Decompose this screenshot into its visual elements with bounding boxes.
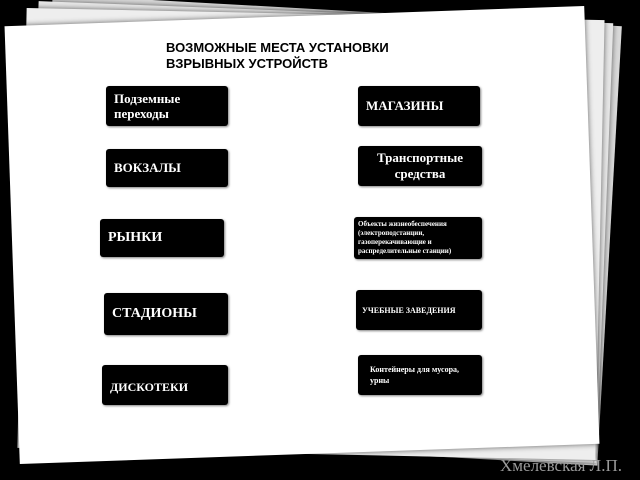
- slide-title: [166, 40, 486, 72]
- box-label: Транспортные средства: [376, 150, 463, 181]
- box-label: ДИСКОТЕКИ: [110, 380, 189, 394]
- box-stadiums: [104, 293, 228, 335]
- box-life-support-facilities: [354, 217, 482, 259]
- title-line-2: ВЗРЫВНЫХ УСТРОЙСТВ: [166, 56, 328, 71]
- box-markets: [100, 219, 224, 257]
- box-vehicles: [358, 146, 482, 186]
- author-watermark: Хмелевская Л.П.: [499, 456, 622, 475]
- box-underground-passages: [106, 86, 228, 126]
- box-label: СТАДИОНЫ: [112, 306, 197, 321]
- box-label: ВОКЗАЛЫ: [114, 160, 181, 175]
- box-discos: [102, 365, 228, 405]
- box-label: Подземные переходы: [114, 91, 181, 121]
- box-label: РЫНКИ: [108, 230, 163, 245]
- paper-sheet-front: [5, 6, 600, 464]
- box-train-stations: [106, 149, 228, 187]
- box-label: МАГАЗИНЫ: [366, 98, 444, 113]
- box-garbage-containers: [358, 355, 482, 395]
- box-label: Контейнеры для мусора, урны: [370, 365, 460, 385]
- box-label: Объекты жизнеобеспечения (электроподстанции, газоперекачивающие и распределительные станции): [358, 220, 452, 255]
- box-educational-institutions: [356, 290, 482, 330]
- title-line-1: ВОЗМОЖНЫЕ МЕСТА УСТАНОВКИ: [166, 40, 389, 55]
- box-shops: [358, 86, 480, 126]
- box-label: УЧЕБНЫЕ ЗАВЕДЕНИЯ: [362, 305, 456, 315]
